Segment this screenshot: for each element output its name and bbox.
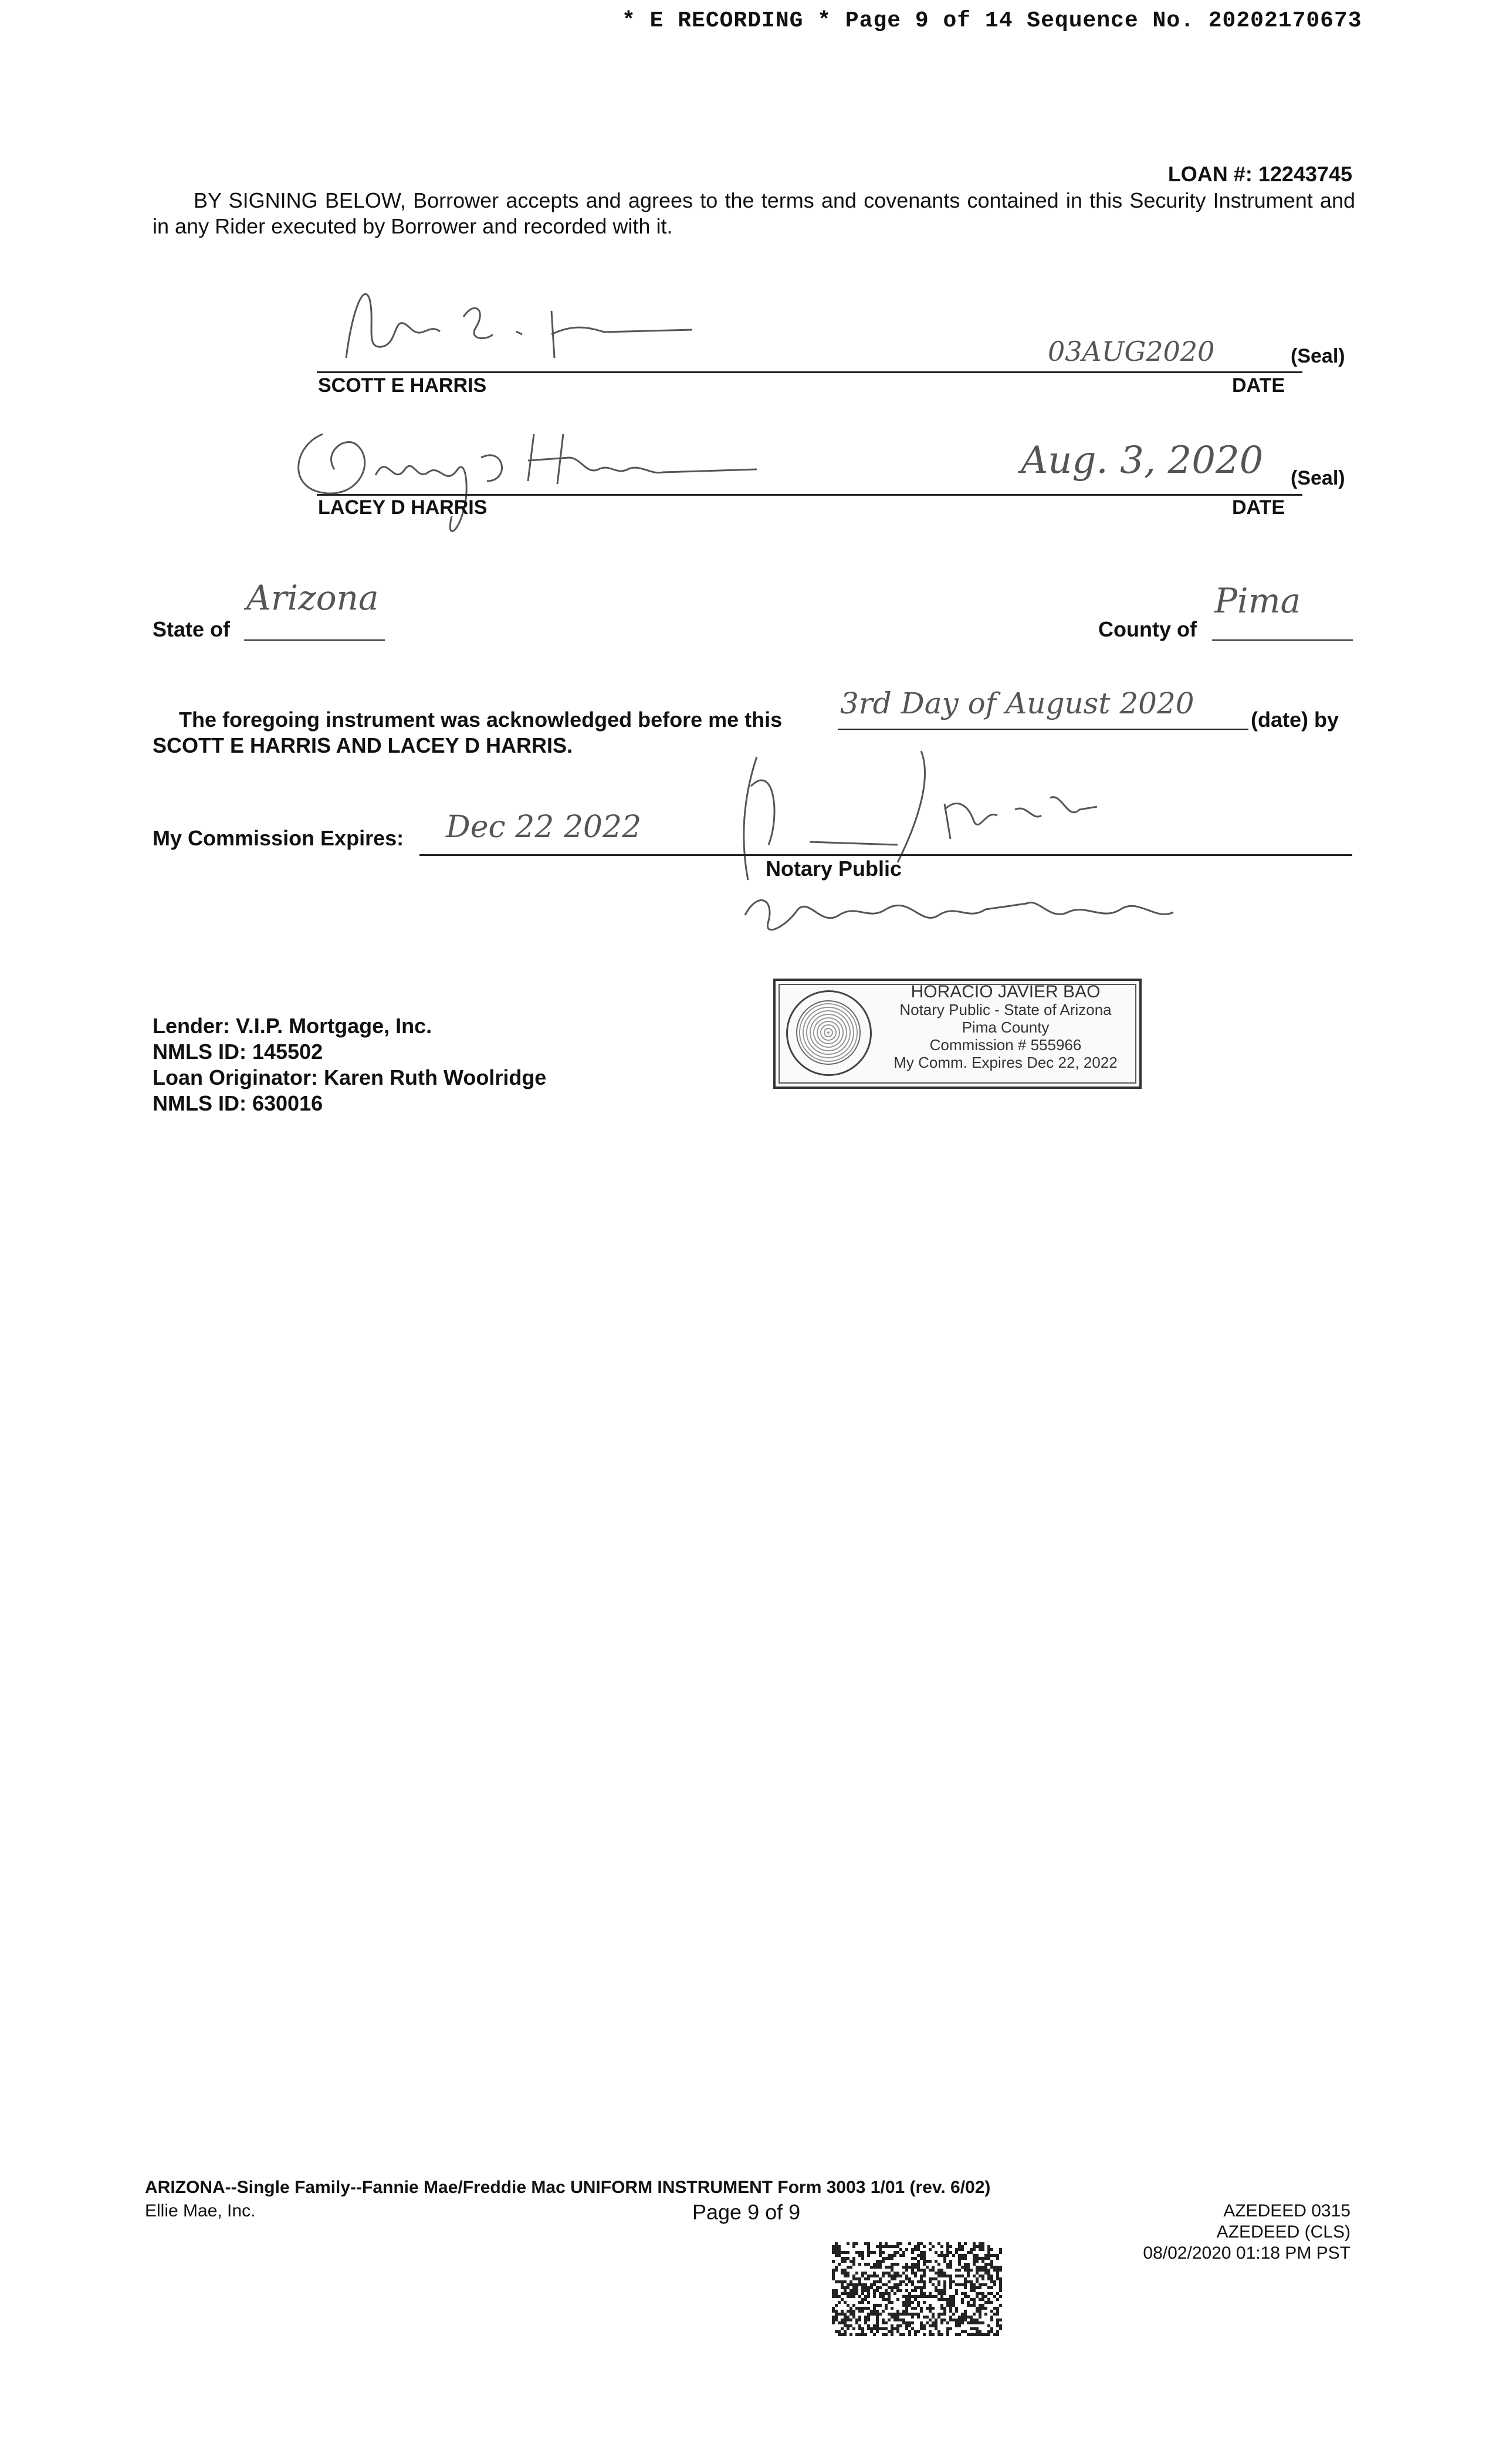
loan-originator: Loan Originator: Karen Ruth Woolridge — [153, 1065, 547, 1089]
borrower-2-date-label: DATE — [1232, 496, 1285, 519]
footer-vendor: Ellie Mae, Inc. — [145, 2201, 256, 2221]
notary-stamp — [773, 979, 1142, 1089]
borrower-2-seal-label: (Seal) — [1291, 467, 1345, 489]
borrower-1-date-label: DATE — [1232, 374, 1285, 397]
loan-number — [1168, 162, 1352, 187]
acknowledgment-handwritten-date: 3rd Day of August 2020 — [840, 686, 1194, 720]
stamp-line-2: Pima County — [962, 1018, 1050, 1036]
borrower-2-handwritten-date: Aug. 3, 2020 — [1021, 439, 1264, 482]
state-value: Arizona — [246, 578, 379, 618]
footer-code-2: AZEDEED (CLS) — [1216, 2222, 1351, 2242]
borrower-1-seal-label: (Seal) — [1291, 345, 1345, 367]
commission-label: My Commission Expires: — [153, 826, 404, 850]
notary-signature — [722, 745, 1273, 945]
lender-name: Lender: V.I.P. Mortgage, Inc. — [153, 1014, 432, 1038]
footer-form-line: ARIZONA--Single Family--Fannie Mae/Freddie Mac UNIFORM INSTRUMENT Form 3003 1/01 (rev. 6/02) — [145, 2178, 991, 2197]
commission-handwritten-value: Dec 22 2022 — [446, 810, 642, 845]
loan-label: LOAN #: — [1167, 162, 1253, 186]
borrower-1-signature — [329, 276, 704, 370]
borrower-1-handwritten-date: 03AUG2020 — [1048, 336, 1215, 367]
borrower-1-signature-line — [317, 371, 1302, 373]
state-line — [244, 639, 385, 641]
footer-code-1: AZEDEED 0315 — [1223, 2201, 1351, 2221]
acknowledgment-date-suffix: (date) by — [1251, 708, 1339, 732]
notary-public-label: Notary Public — [766, 857, 902, 881]
loan-value: 12243745 — [1258, 162, 1352, 186]
county-label: County of — [1098, 617, 1197, 641]
borrower-2-signature — [287, 411, 769, 557]
footer-timestamp: 08/02/2020 01:18 PM PST — [1143, 2243, 1351, 2263]
state-label: State of — [153, 617, 231, 641]
stamp-line-4: My Comm. Expires Dec 22, 2022 — [893, 1054, 1118, 1071]
lender-nmls: NMLS ID: 145502 — [153, 1040, 323, 1064]
notary-signature-line — [419, 854, 1352, 856]
acknowledgment-date-line — [838, 729, 1248, 730]
borrower-2-signature-line — [317, 494, 1302, 496]
barcode-icon — [832, 2242, 1002, 2336]
county-line — [1212, 639, 1353, 641]
acknowledgment-text: The foregoing instrument was acknowledged before me this — [179, 708, 783, 732]
stamp-line-3: Commission # 555966 — [929, 1036, 1082, 1054]
borrower-2-name: LACEY D HARRIS — [318, 496, 488, 519]
originator-nmls: NMLS ID: 630016 — [153, 1091, 323, 1115]
arizona-seal-icon — [786, 990, 872, 1076]
signing-statement: BY SIGNING BELOW, Borrower accepts and agrees to the terms and covenants contained in this Security Instrument and in any Rider executed by Borrower and recorded with it. — [153, 188, 1355, 238]
footer-page-number: Page 9 of 9 — [692, 2200, 801, 2224]
county-value: Pima — [1214, 581, 1301, 621]
stamp-text — [875, 983, 1136, 1071]
recording-header: * E RECORDING * Page 9 of 14 Sequence No. 20202170673 — [622, 8, 1362, 33]
stamp-notary-name: HORACIO JAVIER BAO — [911, 982, 1101, 1001]
stamp-line-1: Notary Public - State of Arizona — [899, 1001, 1112, 1018]
borrower-1-name: SCOTT E HARRIS — [318, 374, 487, 397]
acknowledgment-parties: SCOTT E HARRIS AND LACEY D HARRIS. — [153, 733, 573, 757]
